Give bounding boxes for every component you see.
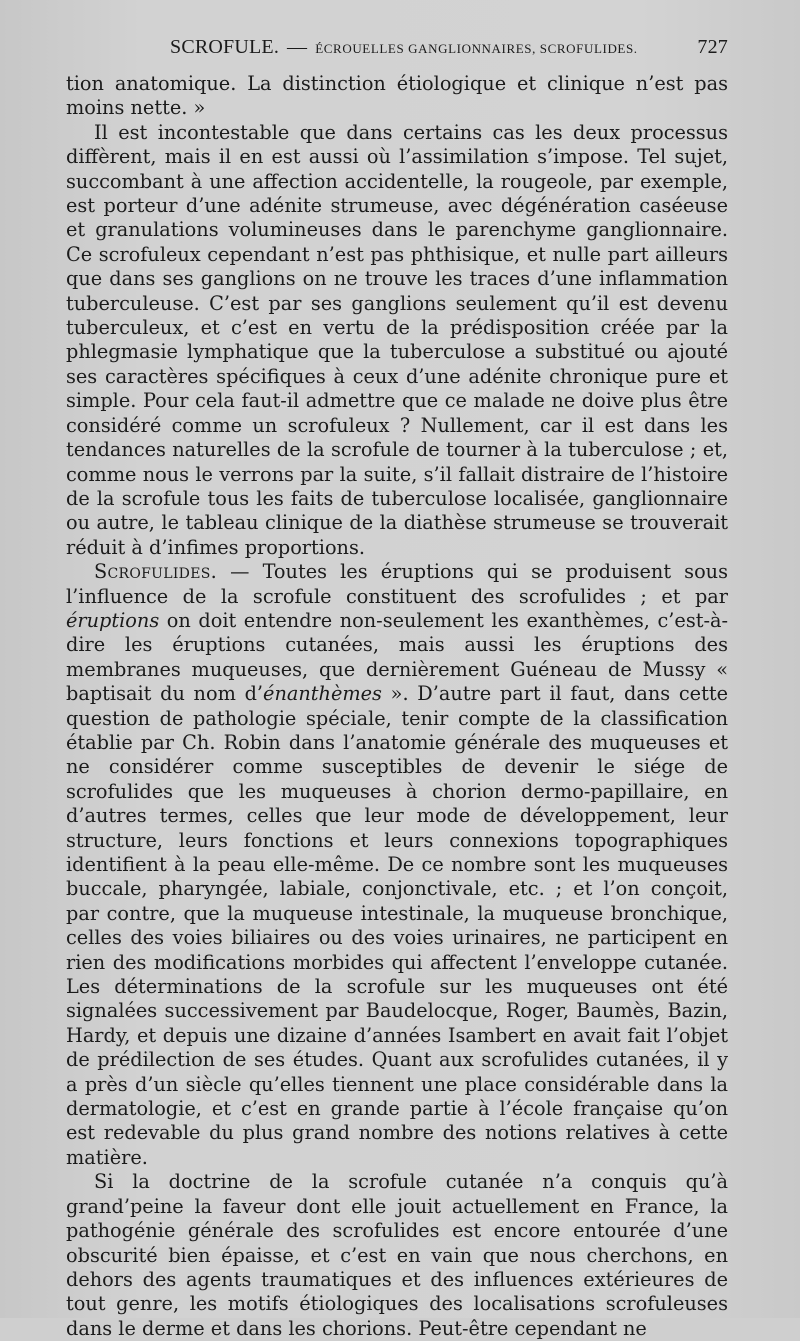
running-head-title-group [170,36,638,59]
paragraph-text: Toutes les éruptions qui se produisent sous l’influence de la scrofule constituent des scrofulides ; et par [66,560,728,608]
section-heading-scrofulides: Scrofulides. [94,560,218,584]
page-number: 727 [697,36,728,58]
running-head-subtitle: ÉCROUELLES GANGLIONNAIRES, SCROFULIDES. [315,41,638,56]
body-text [66,72,728,1341]
paragraph-text: on doit entendre non-seulement les exanthèmes, c’est-à-dire les éruptions cutanées, mais aussi les éruptions des membranes muqueuses, que dernièrement Guéneau de Mussy « baptisait du nom d’ [66,608,728,706]
running-head [66,36,728,72]
italic-term-eruptions: éruptions [66,608,160,632]
running-head-dash: — [287,36,308,58]
paragraph-tuberculose: Il est incontestable que dans certains cas les deux processus diffèrent, mais il en est aussi où l’assimilation s’impose. Tel sujet, succombant à une affection accidentelle, la rougeole, par exemple, est porteur d’une adénite strumeuse, avec dégénération caséeuse et granulations volumineuses dans le parenchyme ganglionnaire. Ce scrofuleux cependant n’est pas phthisique, et nulle part ailleurs que dans ses ganglions on ne trouve les traces d’une inflammation tuberculeuse. C’est par ses ganglions seulement qu’il est devenu tuberculeux, et c’est en vertu de la prédisposition créée par la phlegmasie lymphatique que la tuberculose a substitué ou ajouté ses caractères spécifiques à ceux d’une adénite chronique pure et simple. Pour cela faut-il admettre que ce malade ne doive plus être considéré comme un scrofuleux ? Nullement, car il est dans les tendances naturelles de la scrofule de tourner à la tuberculose ; et, comme nous le verrons par la suite, s’il fallait distraire de l’histoire de la scrofule tous les faits de tuberculose localisée, ganglionnaire ou autre, le tableau clinique de la diathèse strumeuse se trouverait réduit à d’infimes proportions. [66,120,728,559]
heading-dash: — [217,560,263,584]
paragraph-doctrine: Si la doctrine de la scrofule cutanée n’a conquis qu’à grand’peine la faveur dont elle jouit actuellement en France, la pathogénie générale des scrofulides est encore entourée d’une obscurité bien épaisse, et c’est en vain que nous cherchons, en dehors des agents traumatiques et des influences extérieures de tout genre, les motifs étiologiques des localisations scrofuleuses dans le derme et dans les chorions. Peut-être cependant ne [66,1170,728,1340]
paragraph-text: ». D’autre part il faut, dans cette question de pathologie spéciale, tenir compte de la classification établie par Ch. Robin dans l’anatomie générale des muqueuses et ne considérer comme susceptibles de devenir le siége de scrofulides que les muqueuses à chorion dermo-papillaire, en d’autres termes, celles que leur mode de développement, leur structure, leurs fonctions et leurs connexions topographiques identifient à la peau elle-même. De ce nombre sont les muqueuses buccale, pharyngée, labiale, conjonctivale, etc. ; et l’on conçoit, par contre, que la muqueuse intestinale, la muqueuse bronchique, celles des voies biliaires ou des voies urinaires, ne participent en rien des modifications morbides qui affectent l’enveloppe cutanée. Les déterminations de la scrofule sur les muqueuses ont été signalées successivement par Baudelocque, Roger, Baumès, Bazin, Hardy, et depuis une dizaine d’années Isambert en avait fait l’objet de prédilection de ses études. Quant aux scrofulides cutanées, il y a près d’un siècle qu’elles tiennent une place considérable dans la dermatologie, et c’est en grande partie à l’école française qu’on est redevable du plus grand nombre des notions relatives à cette matière. [66,682,728,1169]
paragraph-continuation: tion anatomique. La distinction étiologique et clinique n’est pas moins nette. » [66,72,728,120]
running-head-title: SCROFULE. [170,36,280,58]
paragraph-scrofulides [66,560,728,1170]
italic-term-enanthemes: énanthèmes [263,682,382,706]
